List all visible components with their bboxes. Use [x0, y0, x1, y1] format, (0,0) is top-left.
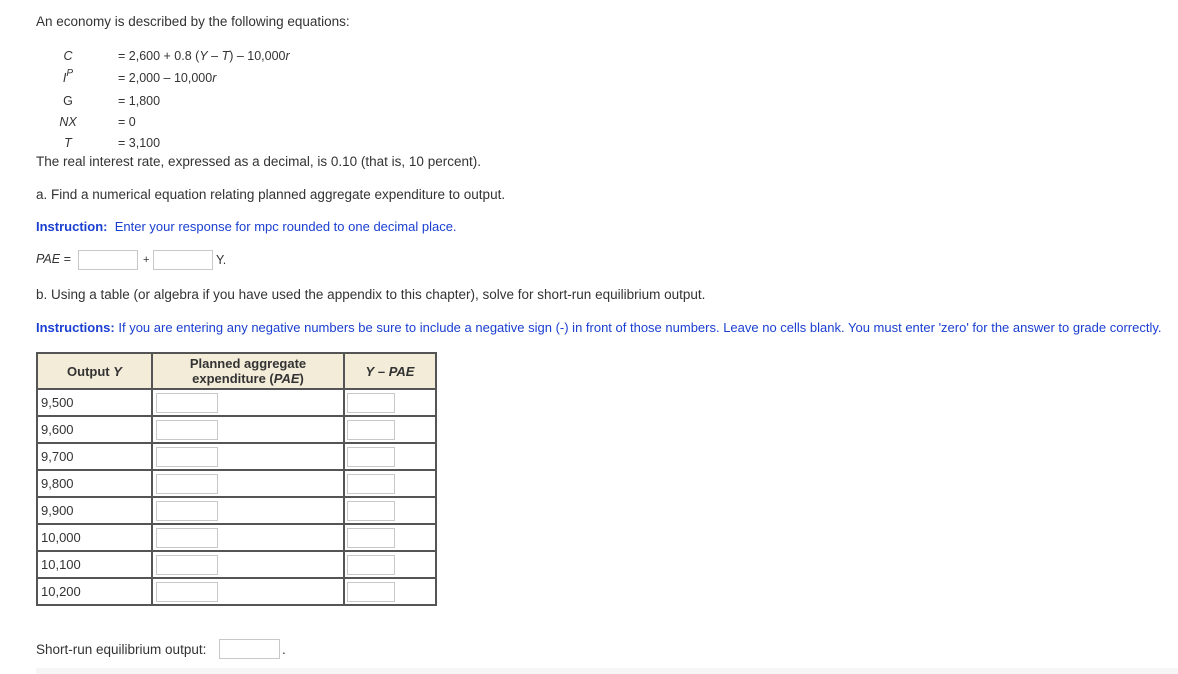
output-cell: 9,800: [37, 470, 152, 497]
pae-cell: [152, 497, 344, 524]
instruction-a-label: Instruction:: [36, 219, 108, 234]
eq-var: T: [64, 136, 72, 150]
eq-var: G: [63, 94, 73, 108]
intro-text: An economy is described by the following equations:: [36, 14, 350, 29]
instruction-a: [36, 219, 457, 234]
output-cell: 10,200: [37, 578, 152, 605]
pae-cell: [152, 578, 344, 605]
pae-mpc-input[interactable]: [153, 250, 213, 270]
pae-intercept-input[interactable]: [78, 250, 138, 270]
output-cell: 9,700: [37, 443, 152, 470]
y-minus-pae-cell: [344, 578, 436, 605]
eq-rhs: = 2,000 – 10,000r: [118, 71, 217, 85]
y-suffix: Y.: [216, 253, 227, 267]
table-row: [37, 551, 436, 578]
y-minus-pae-cell: [344, 470, 436, 497]
y-minus-pae-input[interactable]: [347, 555, 395, 575]
y-minus-pae-cell: [344, 389, 436, 416]
eq-var: NX: [59, 115, 77, 129]
output-cell: 9,500: [37, 389, 152, 416]
table-row: [37, 416, 436, 443]
pae-cell: [152, 551, 344, 578]
eq-rhs: = 2,600 + 0.8 (Y – T) – 10,000r: [118, 49, 290, 63]
eq-var: C: [63, 49, 73, 63]
header-y-minus-pae: Y – PAE: [344, 353, 436, 389]
y-minus-pae-input[interactable]: [347, 474, 395, 494]
y-minus-pae-cell: [344, 443, 436, 470]
instruction-a-text: Enter your response for mpc rounded to one decimal place.: [114, 219, 457, 234]
pae-input[interactable]: [156, 528, 218, 548]
instruction-b-text: If you are entering any negative numbers be sure to include a negative sign (-) in front of those numbers. Leave no cells blank. You must enter 'zero' for the answer to grade correctly.: [118, 320, 1162, 335]
y-minus-pae-input[interactable]: [347, 501, 395, 521]
header-output: Output Y: [37, 353, 152, 389]
table-row: [37, 470, 436, 497]
output-cell: 10,000: [37, 524, 152, 551]
table-row: [37, 578, 436, 605]
pae-cell: [152, 389, 344, 416]
pae-cell: [152, 470, 344, 497]
y-minus-pae-input[interactable]: [347, 420, 395, 440]
pae-table: [36, 352, 437, 606]
part-a-question: a. Find a numerical equation relating planned aggregate expenditure to output.: [36, 187, 506, 202]
pae-cell: [152, 443, 344, 470]
table-row: [37, 497, 436, 524]
table-row: [37, 524, 436, 551]
table-row: [37, 443, 436, 470]
part-b-question: b. Using a table (or algebra if you have used the appendix to this chapter), solve for short-run equilibrium output.: [36, 287, 706, 302]
y-minus-pae-cell: [344, 497, 436, 524]
pae-label: PAE =: [36, 252, 71, 266]
y-minus-pae-cell: [344, 524, 436, 551]
instruction-b-label: Instructions:: [36, 320, 115, 335]
pae-cell: [152, 524, 344, 551]
pae-input[interactable]: [156, 420, 218, 440]
y-minus-pae-input[interactable]: [347, 393, 395, 413]
y-minus-pae-input[interactable]: [347, 447, 395, 467]
y-minus-pae-cell: [344, 416, 436, 443]
eq-rhs: = 3,100: [118, 136, 161, 150]
eq-rhs: = 1,800: [118, 94, 161, 108]
pae-cell: [152, 416, 344, 443]
y-minus-pae-input[interactable]: [347, 528, 395, 548]
pae-input[interactable]: [156, 555, 218, 575]
output-cell: 9,900: [37, 497, 152, 524]
bottom-divider: [36, 668, 1178, 674]
y-minus-pae-input[interactable]: [347, 582, 395, 602]
eq-rhs: = 0: [118, 115, 136, 129]
interest-rate-text: The real interest rate, expressed as a decimal, is 0.10 (that is, 10 percent).: [36, 154, 481, 169]
instruction-b: [36, 320, 1162, 335]
y-minus-pae-cell: [344, 551, 436, 578]
eq-var: $I^P$: [62, 68, 74, 85]
pae-input[interactable]: [156, 582, 218, 602]
header-pae: Planned aggregate expenditure (PAE): [152, 353, 344, 389]
equilibrium-label: Short-run equilibrium output:: [36, 642, 207, 657]
pae-input[interactable]: [156, 501, 218, 521]
equilibrium-output-input[interactable]: [219, 639, 280, 659]
pae-input[interactable]: [156, 474, 218, 494]
pae-input[interactable]: [156, 447, 218, 467]
plus-sign: +: [143, 254, 150, 266]
table-row: [37, 389, 436, 416]
output-cell: 9,600: [37, 416, 152, 443]
output-cell: 10,100: [37, 551, 152, 578]
equilibrium-suffix: .: [282, 642, 286, 657]
pae-input[interactable]: [156, 393, 218, 413]
